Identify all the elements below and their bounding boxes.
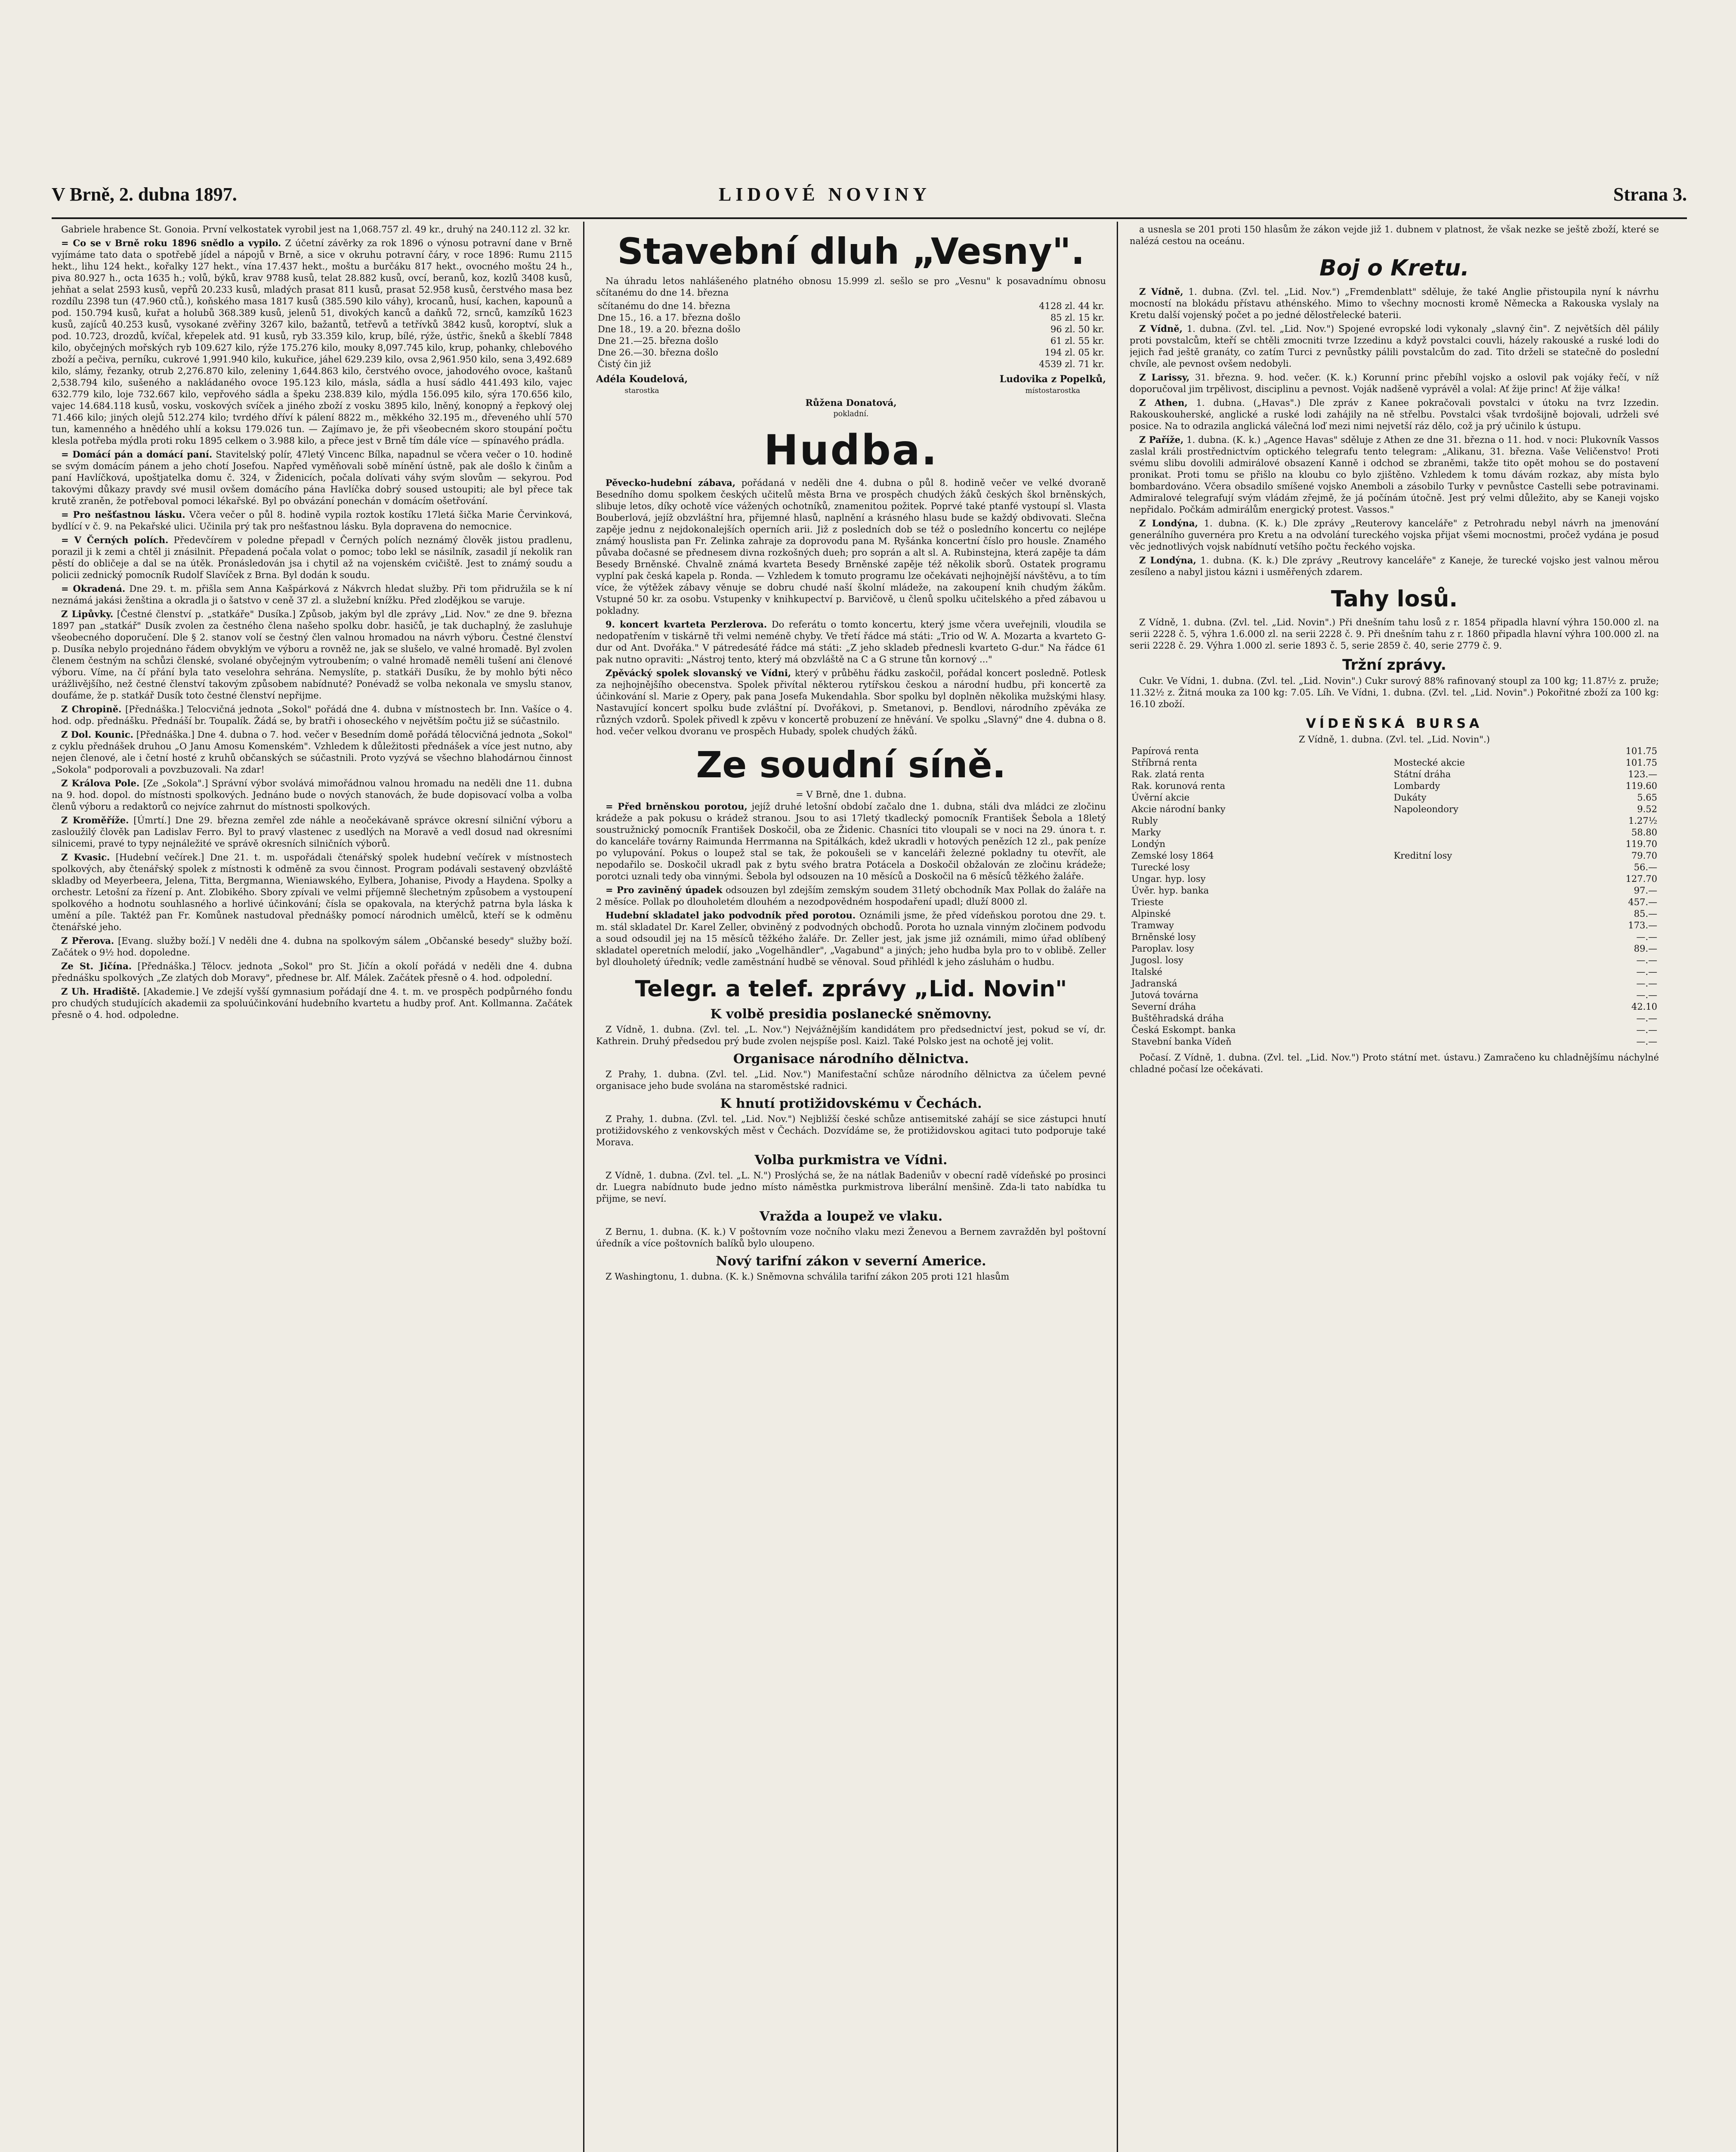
bursa-value: —.— <box>1636 1013 1657 1023</box>
bursa-row <box>1130 943 1659 955</box>
bursa-label: Stříbrná renta <box>1131 758 1197 768</box>
bursa-value: 101.75 <box>1625 758 1657 768</box>
news-item-text: Včera večer o půl 8. hodině vypila roztok kostíku 17letá šička Marie Červinková, bydlící v č. 9. na Pekařské ulici. Učinila prý tak pro nešťastnou lásku. Byla dopravena do nemocnice. <box>52 510 572 532</box>
boj-item-text: 31. března. 9. hod. večer. (K. k.) Korunní princ přebíhl vojsko a oslovil pak vojáky řečí, v níž doporučoval jim trpělivost, disciplinu a pevnost. Voják nadšeně vyprávěl a volal: Ať žije princ! Ať žije válka! <box>1130 372 1659 394</box>
news-item <box>52 509 572 532</box>
telegr-title: Telegr. a telef. zprávy „Lid. Novin" <box>635 976 1067 1002</box>
bursa-value: —.— <box>1636 955 1657 965</box>
bursa-mid: Lombardy <box>1393 781 1440 791</box>
bursa-row <box>1130 1036 1659 1048</box>
telegr-head: Nový tarifní zákon v severní Americe. <box>716 1254 986 1269</box>
news-item-text: [Úmrtí.] Dne 29. března zemřel zde náhle a neočekávaně správce okresní silniční výboru a zasloužilý člověk pan Ladislav Ferro. Byl to pravý vlastenec z usedlých na Moravě a vedl dosud nad okresními silnicemi, pravé to typy nejnáležité ve správě okresních silničních výborů. <box>52 815 572 849</box>
weather-text: Počasí. Z Vídně, 1. dubna. (Zvl. tel. „Lid. Nov.") Proto státní met. ústavu.) Zamračeno ku chladnějšímu náchylné chladné počasí lze očekávati. <box>1130 1052 1659 1074</box>
bursa-mid <box>1392 897 1574 908</box>
bursa-mid <box>1392 827 1574 838</box>
trzni-title: Tržní zprávy. <box>1342 656 1446 674</box>
bursa-label: Trieste <box>1131 897 1164 907</box>
vesna-intro: Na úhradu letos nahlášeného platného obnosu 15.999 zl. sešlo se pro „Vesnu" k posavadnímu obnosu sčítanému do dne 14. března <box>596 276 1106 298</box>
news-item <box>52 448 572 507</box>
bursa-label: Úvěr. hyp. banka <box>1131 885 1209 896</box>
vesna-value: 85 zl. 15 kr. <box>1050 312 1104 323</box>
vesna-value: 96 zl. 50 kr. <box>1050 324 1104 334</box>
bursa-row <box>1130 757 1659 769</box>
news-item-title: Z Chropině. <box>61 704 122 714</box>
bursa-row <box>1130 931 1659 943</box>
cont-text: a usnesla se 201 proti 150 hlasům že zákon vejde již 1. dubnem v platnost, že však nezke se ještě zboží, které se nalézá cestou na oceánu. <box>1130 224 1659 246</box>
boj-item-text: 1. dubna. (K. k.) Dle zprávy „Reutrovy kanceláře" z Kaneje, že turecké vojsko jest valnou měrou zesíleno a nabyl jistou kázni i usměřených zdarem. <box>1130 555 1659 577</box>
bursa-label: Jadranská <box>1131 978 1177 989</box>
bursa-mid <box>1392 989 1574 1001</box>
vesna-row <box>596 335 1106 347</box>
telegr-head: K hnutí protižidovskému v Čechách. <box>720 1096 982 1111</box>
soud-item-title: = Pro zaviněný úpadek <box>605 884 723 895</box>
boj-item-text: 1. dubna. („Havas".) Dle zpráv z Kanee pokračovali povstalci v útoku na tvrz Izzedin. Rakouskouherské, anglické a ruské lodi zahájily na ně střelbu. Povstalci však tvrdošijně bojovali, udrželi své posice. Na to odrazila anglická válečná loď mezi nimi nejvetší ráz dělo, což ja prý učinilo k ústupu. <box>1130 398 1659 431</box>
boj-item-text: 1. dubna. (Zvl. tel. „Lid. Nov.") „Fremdenblatt" sděluje, že také Anglie přistoupila nyní k návrhu mocností na blokádu přístavu athénského. Mimo to všechny mocnosti kromě Německa a Rakouska vyslaly na Kretu další vojenský počet a po jedné dělostřelecké baterii. <box>1130 287 1659 320</box>
boj-item-title: Z Paříže, <box>1139 434 1184 445</box>
bursa-label: Italské <box>1131 967 1162 977</box>
bursa-value: 5.65 <box>1637 792 1657 803</box>
soud-item-text: Oznámili jsme, že před vídeňskou porotou dne 29. t. m. stál skladatel Dr. Karel Zeller, obviněný z podvodných obchodů. Porota ho uznala vinným zločinem podvodu a soud odsoudil jej na 15 měsíců těžkého žaláře. Dr. Zeller jest, jak jsme již oznámili, mimo úřad oblíbený skladatel operetních melodií, jako „Vogelhändler", „Vagabund" a jiných; jeho hudba byla pro to v oblibě. Zeller byl dlouholetý úředník; vedle zaměstnání hudbě se věnoval. Soud přihlédl k jeho zásluhám o hudbu. <box>596 910 1106 967</box>
boj-item-title: Z Larissy, <box>1139 372 1190 383</box>
column-left <box>52 224 572 2152</box>
news-item-title: = Domácí pán a domácí paní. <box>61 449 213 460</box>
news-item-text: [Evang. služby boží.] V neděli dne 4. dubna na spolkovým sálem „Občanské besedy" služby boží. Začátek o 9½ hod. dopoledne. <box>52 936 572 958</box>
vesna-label: Čistý čin již <box>598 359 651 369</box>
hudba-title: Hudba. <box>763 426 939 474</box>
bursa-label: Brněnské losy <box>1131 932 1196 942</box>
telegr-text: Z Bernu, 1. dubna. (K. k.) V poštovním voze nočního vlaku mezi Ženevou a Bernem zavražděn byl poštovní úředník a více poštovních balíků bylo uloupeno. <box>596 1227 1106 1249</box>
news-item-title: = Okradená. <box>61 583 126 594</box>
bursa-label: Londýn <box>1131 839 1165 849</box>
news-item <box>52 534 572 581</box>
bursa-value: —.— <box>1636 978 1657 989</box>
hudba-item-text: Do referátu o tomto koncertu, který jsme včera uveřejnili, vloudila se nedopatřením v tiskárně tři velmi neméně chyby. Ve třetí řádce má státi: „Trio od W. A. Mozarta a kvarteto G-dur od Ant. Dvořáka." V pátredesáté řádce má státi: „Z jeho skladeb přednesli kvarteto G-dur." Na řádce 61 pak nutno opraviti: „Nástroj tento, který má obzvláště na C a G strune tůn kornový ..." <box>596 619 1106 665</box>
bursa-mid <box>1392 1024 1574 1036</box>
boj-item-text: 1. dubna. (K. k.) „Agence Havas" sděluje z Athen ze dne 31. března o 11. hod. v noci: Plukovník Vassos zaslal králi prostřednictvím optického telegrafu tento telegram: „Alikanu, 31. března. Vaše Veličenstvo! Proti svému slibu dovolili admirálové obsazení Kanně i odchod se zbraněmi, takže tito opět mohou se do postavení pronikat. Proti tomu se přišlo na kloubu co bylo zjištěno. Vzhledem k tomu dávám rozkaz, aby místa bylo bombardováno. Včera obsadilo smíšené vojsko Anemboli a zásobilo Turky v pevnůstce Castelli sebe potravinami. Admiralové telegrafují svým vládám zřejmě, že já počínám útočně. Jest prý velmi důležito, aby se Kaneji vojsko nepřidalo. Počkám admirálům energický protest. Vassos." <box>1130 435 1659 515</box>
telegr-text: Z Prahy, 1. dubna. (Zvl. tel. „Lid. Nov.") Nejbližší české schůze antisemitské zahájí se sice zástupci hnutí protižidovského z venkovských měst v Čechách. Dozvídáme se, že protižidovskou agitaci tuto podporuje také Morava. <box>596 1114 1106 1147</box>
bursa-label: Úvěrní akcie <box>1131 792 1190 803</box>
boj-item <box>1130 517 1659 553</box>
telegr-text: Z Vídně, 1. dubna. (Zvl. tel. „L. N.") Proslýchá se, že na nátlak Badeniův v obecní radě vídeňské po prosinci dr. Luegra nabídnuto bude jedno místo náměstka purkmistrova liberální menšině. Zda-li tato nabídka tu přijme, se neví. <box>596 1170 1106 1204</box>
telegr-text: Z Vídně, 1. dubna. (Zvl. tel. „L. Nov.") Nejvážnějším kandidátem pro předsednictví jest, pokud se ví, dr. Kathrein. Druhý předsedou prý bude zvolen nejspíše posl. Kaizl. Také Polsko jest na ochotě jej volit. <box>596 1024 1106 1046</box>
bursa-value: 123.— <box>1628 769 1657 779</box>
bursa-value: —.— <box>1636 1025 1657 1035</box>
bursa-value: 101.75 <box>1625 746 1657 756</box>
news-item <box>52 777 572 813</box>
bursa-label: Rak. zlatá renta <box>1131 769 1205 779</box>
boj-item-text: 1. dubna. (K. k.) Dle zprávy „Reuterovy kanceláře" z Petrohradu nebyl návrh na jmenování generálního guvernéra pro Kretu a na odvolání tureckého vojska přijat všemi mocnostmi, pročež vydána je posud věc jednotlivých vojsk nabídnutí vetšího počtu řeckého vojska. <box>1130 518 1659 552</box>
header-rule <box>52 217 1687 219</box>
vesna-label: Dne 21.—25. března došlo <box>598 336 718 346</box>
masthead: LIDOVÉ NOVINY <box>719 184 931 205</box>
vesna-row <box>596 324 1106 335</box>
bursa-label: Paroplav. losy <box>1131 943 1194 954</box>
hudba-item-text: který v průběhu řádku zaskočil, pořádal koncert posledně. Potlesk za nejhojnějšího obecenstva. Spolek přivítal některou rytířskou českou a národní hudbu, při koncertě za účinkování sl. Marie z Opery, pak pana Josefa Mukendahla. Sbor spolku byl doplněn několika mužskými hlasy. Nastavující koncert spolku bude zvláštní pí. Dvořákovi, p. Smetanovi, p. Bendlovi, národního zpěváka ze různých vzdorů. Spolek přivedl k zpěvu v koncertě probuzení ze hněvání. Ve spolku „Slavný" dne 4. dubna o 8. hod. večer velkou dvoranu ve prospěch Hubady, spolek chudých žáků. <box>596 668 1106 736</box>
hudba-item <box>596 667 1106 737</box>
bursa-value: 85.— <box>1634 909 1657 919</box>
bursa-label: Turecké losy <box>1131 862 1190 872</box>
tahy-text: Z Vídně, 1. dubna. (Zvl. tel. „Lid. Novin".) Při dnešním tahu losů z r. 1854 připadla hlavní výhra 150.000 zl. na serii 2228 č. 5, výhra 1.6.000 zl. na serii 2228 č. 9. Při dnešním tahu z r. 1860 připadla hlavní výhra 100.000 zl. na serii 2228 č. 29. Výhra 1.000 zl. serie 1893 č. 5, serie 2859 č. 40, serie 2779 č. 9. <box>1130 617 1659 651</box>
news-item <box>52 960 572 984</box>
boj-item-title: Z Londýna, <box>1139 555 1196 566</box>
news-item-text: [Přednáška.] Tělocv. jednota „Sokol" pro St. Jičín a okolí pořádá v neděli dne 4. dubna přednášku spolkových „Ze zlatých dob Moravy", přednese br. Alf. Málek. Začátek přesně o 4. hod. odpolední. <box>52 961 572 983</box>
soud-place: = V Brně, dne 1. dubna. <box>796 789 906 800</box>
news-item-text: Z účetní závěrky za rok 1896 o výnosu potravní dane v Brně vyjímáme tato data o spotřebě jídel a nápojů v Brně, a sice v okruhu potravní čáry, v roce 1896: Rumu 2115 hekt., lihu 124 hekt., kořalky 127 hekt., vína 17.437 hekt., moštu a burčáku 817 hekt., ovocného moštu 24 h., piva 80.927 h., octa 1635 h.; volů, býků, krav 9788 kusů, telat 28.882 kusů, ovcí, beranů, koz, kozlů 3408 kusů, jehňat a selat 2593 kusů, vepřů 20.233 kusů, mladých prasat 811 kusů, prasat 52.958 kusů, čerstvého masa bez rozdílu 2398 tun (47.960 ctů.), koňského masa 1817 kusů (385.590 kilo váhy), krocanů, husí, kachen, kapounů a pod. 150.794 kusů, kuřat a holubů 368.389 kusů, jelenů 51, divokých kanců a daňků 72, srnců, kamzíků 1623 kusů, zajíců 40.253 kusů, vysokané zvěřiny 3267 kilo, bažantů, tetřevů a tetřívků 3842 kusů, koroptví, sluk a pod. 10.723, drozdů, kvíčal, křepelek atd. 91 kusů, ryb 33.359 kilo, krup, bílé, rýže, ústřic, šneků a škeblí 7848 kilo, obyčejných mořských ryb 109.627 kilo, rýže 175.276 kilo, mouky 8,097.745 kilo, krup, pohanky, chlebového zboží a pečiva, perníku, cukrové 1,991.940 kilo, kukuřice, jáhel 629.239 kilo, ovsa 2,961.950 kilo, sena 3,492.689 kilo, slámy, řezanky, otrub 2,276.870 kilo, zeleniny 1,644.863 kilo, čerstvého ovoce, jahodového ovoce, kaštanů 2,538.794 kilo, sušeného a nakládaného ovoce 195.123 kilo, másla, sádla a husí sádlo 441.493 kilo, vajec 632.779 kilo, loje 732.667 kilo, vepřového sádla a špeku 238.839 kilo, mýdla 156.095 kilo, sýra 170.656 kilo, vajec 14.684.118 kusů, vosku, voskových svíček a jiného zboží z vosku 3895 kilo, lněný, konopný a řepkový olej 71.466 kilo; jiných olejů 512.274 kilo; tvrdého dříví k pálení 8822 m., měkkého 32.195 m., dřeveného uhlí 570 tun, kamenného a hnědého uhlí a koksu 179.026 tun. — Zajímavo je, že při všeobecném skoro stoupání počtu klesla potřeba mýdla proti roku 1895 celkem o 3.988 kilo, a přece jest v Brně tím dále více — spínavého prádla. <box>52 238 572 446</box>
bursa-mid <box>1392 943 1574 955</box>
telegr-head: Vražda a loupež ve vlaku. <box>759 1209 943 1224</box>
news-item-text: Stavitelský polír, 47letý Vincenc Bílka, napadnul se včera večer o 10. hodině se svým domácím pánem a jeho chotí Josefou. Napřed vyměňovali sobě mínění ústně, pak ale došlo k činům a paní Havlíčková, upoštjatelka domu č. 324, v Židenicích, počala dolívati váhy svým slovům — sekyrou. Pod takovými důkazy pravdy své musil ovšem domácího pána Havlíčka dobrý soused ustoupiti; ale byl přece tak krutě zraněn, že potřeboval pomoci lékařské. Byl po obvázání ponechán v domácím ošetřování. <box>52 449 572 506</box>
soud-item <box>596 909 1106 968</box>
bursa-row <box>1130 769 1659 780</box>
soud-item <box>596 884 1106 908</box>
news-item-title: Z Kroměříže. <box>61 815 129 826</box>
bursa-label: Jutová továrna <box>1131 990 1199 1000</box>
bursa-row <box>1130 873 1659 885</box>
vesna-label: sčítanému do dne 14. března <box>598 301 731 311</box>
bursa-mid <box>1392 1001 1574 1013</box>
bursa-mid <box>1392 1036 1574 1048</box>
boj-section <box>1130 286 1659 578</box>
bursa-label: Papírová renta <box>1131 746 1199 756</box>
boj-item-title: Z Vídně, <box>1139 286 1183 297</box>
boj-item <box>1130 554 1659 578</box>
soud-item-text: jejíž druhé letošní období začalo dne 1. dubna, stáli dva mládci ze zločinu krádeže a pak pokusu o krádež stranou. Jsou to asi 17letý tkadlecký pomocník František Šebola a 18letý soustružnický pomocník František Doskočil, oba ze Židenic. Chasníci tito vloupali se v noci na 29. února t. r. do kanceláře továrny Raimunda Herrmanna na Spitálkách, kdež ukradli v hotových penězích 12 zl., pak peníze po vylupování. Pokus o loupež stal se tak, že pokoušeli se v kanceláři železné pokladny tu otevřít, ale nepodařilo se. Doskočil ukradl pak z bytu svého bratra Potácela a Doskočil obžalován ze zločinu krádeže; porotci uznali tedy oba vinnými. Šebola byl odsouzen na 10 měsíců a Doskočil na 6 měsíců těžkého žaláře. <box>596 801 1106 881</box>
bursa-row <box>1130 862 1659 873</box>
news-item-title: Ze St. Jičína. <box>61 961 132 971</box>
news-item-title: = V Černých polích. <box>61 535 169 545</box>
bursa-mid <box>1392 966 1574 978</box>
news-item-title: = Pro nešťastnou lásku. <box>61 509 185 520</box>
bursa-mid: Dukáty <box>1393 792 1427 803</box>
hudba-section <box>596 477 1106 737</box>
bursa-mid: Mostecké akcie <box>1393 758 1465 768</box>
soud-item-text: odsouzen byl zdejším zemským soudem 31letý obchodník Max Pollak do žaláře na 2 měsíce. Pollak po dlouholetém dlouhém a nezodpovědném hospodaření upadl; dluží 8000 zl. <box>596 885 1106 907</box>
bursa-value: 127.70 <box>1625 874 1657 884</box>
bursa-mid <box>1392 885 1574 897</box>
bursa-label: Akcie národní banky <box>1131 804 1226 814</box>
bursa-mid <box>1392 955 1574 966</box>
sign-center-name: Růžena Donatová, <box>805 397 897 408</box>
boj-item <box>1130 286 1659 321</box>
soud-item <box>596 801 1106 882</box>
boj-item-text: 1. dubna. (Zvl. tel. „Lid. Nov.") Spojené evropské lodi vykonaly „slavný čin". Z největších děl pálily proti povstalcům, kteří se chtěli zmocniti tvrze Izzedinu a když povstalci couvli, házely rakouské a ruské lodi do jejich řad ještě granáty, co zatím Turci z pevnůstky pálili povstalcům do zad. Tito drželi se statečně do poslední chvíle, ale pevnost ovšem nedobyli. <box>1130 324 1659 369</box>
bursa-table <box>1130 745 1659 1048</box>
telegr-head: Volba purkmistra ve Vídni. <box>754 1153 948 1168</box>
hudba-item-title: Pěvecko-hudební zábava, <box>605 477 736 488</box>
bursa-value: 173.— <box>1628 920 1657 931</box>
news-item-text: [Akademie.] Ve zdejší vyšší gymnasium pořádají dne 4. t. m. ve prospěch podpůrného fondu pro chudých studujících akademii za spoluúčinkování hudebního kvartetu a hudby prof. Ant. Kollmanna. Začátek přesně o 4. hod. odpoledne. <box>52 986 572 1020</box>
news-item-title: Z Uh. Hradiště. <box>61 986 140 997</box>
page-number: Strana 3. <box>1613 184 1687 205</box>
telegr-text: Z Prahy, 1. dubna. (Zvl. tel. „Lid. Nov.") Manifestační schůze národního dělnictva za účelem pevné organisace jeho bude svolána na staroměstské radnici. <box>596 1069 1106 1091</box>
news-item <box>52 703 572 727</box>
hudba-item-text: pořádaná v neděli dne 4. dubna o půl 8. hodině večer ve velké dvoraně Besedního domu spolkem českých učitelů města Brna ve prospěch chudých žáků českých škol brněnských, slibuje letos, díky ochotě více vážených ochotníků, znamenitou požitek. Poprvé také ptanfé vystoupí sl. Vlasta Bouberlová, jejíž obzvláštní hra, přijemné hlasů, naplnění a krásného hlasu bude se každý obdivovati. Slečna zapěje jednu z nejdokonalejších operních arii. Již z posledních dob se též o posledního koncertu co nejlépe známý houslista pan Fr. Zelinka zahraje za doprovodu pana M. Ryšánka koncertní číslo pro housle. Znamého půvaba dočasné se přednesem divna rozkošných dueh; pro soprán a alt sl. A. Rubinstejna, která zapěje ta dám Besedy Brněnské. Chvalně známá kvarteta Besedy Brněnské zapěje též několik sborů. Ostatek programu vyplní pak česká kapela p. Ronda. — Vzhledem k tomuto programu lze očekávati nejhojnější návštěvu, a to tím více, že výtěžek zábavy věnuje se dobru chudé naší školní mládeže, na zakoupení knih chudým žákům. Vstupné 50 kr. za osobu. Vstupenky v knihkupectví p. Barvičově, u členů spolku učitelského a před zábavou u pokladny. <box>596 478 1106 616</box>
bursa-value: 9.52 <box>1637 804 1657 814</box>
bursa-label: Severní dráha <box>1131 1002 1196 1012</box>
bursa-mid <box>1392 862 1574 873</box>
bursa-value: 457.— <box>1628 897 1657 907</box>
boj-item-title: Z Athen, <box>1139 397 1188 408</box>
trzni-text: Cukr. Ve Vídni, 1. dubna. (Zvl. tel. „Lid. Novin".) Cukr surový 88% rafinovaný stoupl za 100 kg; 11.87½ z. pruže; 11.32½ z. Žitná mouka za 100 kg: 7.05. Líh. Ve Vídni, 1. dubna. (Zvl. tel. „Lid. Novin".) Pokořitné zboží za 100 kg: 16.10 zboží. <box>1130 676 1659 709</box>
boj-item <box>1130 434 1659 516</box>
sign-right-role: místostarostka <box>1025 386 1081 395</box>
boj-item <box>1130 397 1659 432</box>
bursa-label: Buštěhradská dráha <box>1131 1013 1224 1023</box>
column-divider <box>1117 222 1118 2152</box>
bursa-value: 56.— <box>1634 862 1657 872</box>
vesna-value: 194 zl. 05 kr. <box>1044 347 1104 358</box>
bursa-mid: Napoleondory <box>1393 804 1458 814</box>
bursa-value: 89.— <box>1634 943 1657 954</box>
sign-left-role: starostka <box>624 386 659 395</box>
bursa-row <box>1130 804 1659 815</box>
news-item-text: [Hudební večírek.] Dne 21. t. m. uspořádali čtenářský spolek hudební večírek v místnostech spolkových, aby čtenářský spolek z místnosti k odměně za svou činnost. Program podávali sestavený obzvláště skladby od Meyerbeera, Jelena, Titta, Bergmanna, Wieniawského, Eylbera, Johanise, Pivody a Haydena. Spolky a orchestr. Letošní za řízení p. Ant. Zlobikého. Sbory zpívali ve velmi příjemně šlechetným způsobem a vystoupení spolkového a hodnotu souhlasného a horlivé účinkování; čísla se opakovala, na kterýchž patrna byla láska k umění a píle. Taktéž pan Fr. Komůnek nastudoval přednášky pomocí národnich umělců, kteří se k odměnu čtenářské jeho. <box>52 852 572 932</box>
bursa-row <box>1130 978 1659 989</box>
hudba-item <box>596 477 1106 617</box>
vesna-row <box>596 312 1106 324</box>
hudba-item-title: Zpěvácký spolek slovanský ve Vídni, <box>605 668 791 678</box>
soud-item-title: Hudební skladatel jako podvodník před porotou. <box>605 910 856 921</box>
column-middle <box>596 224 1106 2152</box>
bursa-label: Jugosl. losy <box>1131 955 1183 965</box>
bursa-value: —.— <box>1636 1036 1657 1047</box>
vesna-row <box>596 359 1106 370</box>
bursa-value: —.— <box>1636 990 1657 1000</box>
news-item-text: [Čestné členství p. „statkáře" Dusíka.] Způsob, jakým byl dle zprávy „Lid. Nov." ze dne 9. března 1897 pan „statkář" Dusík zvolen za čestného člena našeho spolku dobr. hasičů, je tak duchaplný, že zasluhuje všeobecného doporučení. Dle § 2. stanov volí se čestný člen valnou hromadou na návrh výboru. Čestné členství p. Dusíka nebylo projednáno řádem obvyklým ve výboru a rovněž ne, jak se slušelo, ve valné hromadě. Byl zvolen členem čestným na schůzi členské, svolané obyčejným vytroubením; o valné hromadě neměli tušení ani členové výboru. Víme, na čí přání byla tato veselohra sehrána. Nemyslíte, p. statkáři Dusíku, že by mohlo býti něco urážlivějšího, než čestné členství takovým způsobem nabídnuté? Ponévadž se volba nekonala ve smyslu stanov, doufáme, že p. statkář Dusík toto čestné členství nepřijme. <box>52 609 572 701</box>
boj-item-title: Z Vídně, <box>1139 323 1183 334</box>
news-item-text: [Přednáška.] Dne 4. dubna o 7. hod. večer v Besedním domě pořádá tělocvičná jednota „Sokol" z cyklu přednášek druhou „O Janu Amosu Komenském". Vzhledem k důležitosti přednášek a více jest nutno, aby nejen členové, ale i četní hosté z kruhů občanských se súčastnili. Proto vyzývá se všechno blahodárnou činnost „Sokola" podporovali a povzbuzovali. Na zdar! <box>52 730 572 775</box>
news-item-title: Z Králova Pole. <box>61 778 140 788</box>
bursa-value: 119.60 <box>1625 781 1657 791</box>
bursa-value: 1.27½ <box>1628 816 1657 826</box>
bursa-label: Česká Eskompt. banka <box>1131 1025 1236 1035</box>
boj-item-title: Z Londýna, <box>1139 518 1198 529</box>
bursa-mid <box>1392 908 1574 920</box>
vesna-title: Stavební dluh „Vesny". <box>617 230 1085 272</box>
hudba-item-title: 9. koncert kvarteta Perzlerova. <box>605 619 767 630</box>
bursa-mid: Státní dráha <box>1393 769 1451 779</box>
vesna-value: 61 zl. 55 kr. <box>1050 336 1104 346</box>
boj-item <box>1130 323 1659 370</box>
sign-right: Ludovika z Popelků, <box>999 374 1106 385</box>
vesna-row <box>596 347 1106 359</box>
bursa-row <box>1130 885 1659 897</box>
news-item <box>52 237 572 447</box>
bursa-mid <box>1392 1013 1574 1024</box>
news-item-title: Z Přerova. <box>61 935 114 946</box>
bursa-mid <box>1392 920 1574 931</box>
news-item-text: Předevčírem v poledne přepadl v Černých polích neznámý člověk jistou pradlenu, porazil ji k zemi a chtěl ji znásilnit. Přepadená počala volat o pomoc; tobo lekl se násilník, zasadil jí nekolik ran pěstí do obličeje a dal se na útěk. Pronásledován jsa i chytil až na vojenském cvičiště. Jest to známý soudu a policii zednický pomocník Rudolf Slavíček z Brna. Byl dodán k soudu. <box>52 535 572 580</box>
sign-left: Adéla Koudelová, <box>596 374 688 385</box>
vesna-table <box>596 300 1106 370</box>
vesna-value: 4128 zl. 44 kr. <box>1039 301 1104 311</box>
bursa-subtitle: Z Vídně, 1. dubna. (Zvl. tel. „Lid. Novin".) <box>1298 734 1490 745</box>
news-item-text: Dne 29. t. m. přišla sem Anna Kašpárková z Nákvrch hledat služby. Při tom přidružila se k ní neznámá jakási ženština a okradla ji o šatstvo v ceně 37 zl. a služební knížku. Před zlodějkou se varuje. <box>52 584 572 606</box>
page-header <box>52 183 1687 213</box>
bursa-label: Stavební banka Vídeň <box>1131 1036 1232 1047</box>
bursa-mid <box>1392 745 1574 757</box>
sign-center-role: pokladní. <box>833 410 869 418</box>
bursa-row <box>1130 966 1659 978</box>
bursa-row <box>1130 1001 1659 1013</box>
column-right <box>1130 224 1659 2152</box>
boj-item <box>1130 371 1659 395</box>
article-intro: Gabriele hrabence St. Gonoia. První velkostatek vyrobil jest na 1,068.757 zl. 49 kr., druhý na 240.112 zl. 32 kr. <box>61 224 570 235</box>
vesna-label: Dne 15., 16. a 17. března došlo <box>598 312 741 323</box>
vesna-value: 4539 zl. 71 kr. <box>1039 359 1104 369</box>
bursa-label: Rak. korunová renta <box>1131 781 1225 791</box>
news-item-title: Z Lipůvky. <box>61 609 114 619</box>
soud-section <box>596 801 1106 968</box>
hudba-item <box>596 618 1106 665</box>
bursa-row <box>1130 897 1659 908</box>
soud-item-title: = Před brněnskou porotou, <box>605 801 748 812</box>
news-item-title: Z Dol. Kounic. <box>61 729 133 740</box>
column-divider <box>583 222 584 2152</box>
bursa-value: 119.70 <box>1625 839 1657 849</box>
bursa-mid <box>1392 815 1574 827</box>
bursa-row <box>1130 815 1659 827</box>
bursa-mid <box>1392 838 1574 850</box>
bursa-value: —.— <box>1636 967 1657 977</box>
news-item <box>52 935 572 959</box>
bursa-row <box>1130 792 1659 804</box>
bursa-mid <box>1392 931 1574 943</box>
news-item <box>52 583 572 606</box>
bursa-mid: Kreditní losy <box>1393 850 1452 861</box>
bursa-mid <box>1392 978 1574 989</box>
bursa-value: 58.80 <box>1631 827 1657 838</box>
bursa-label: Rubly <box>1131 816 1158 826</box>
bursa-label: Zemské losy 1864 <box>1131 850 1214 861</box>
news-item <box>52 814 572 850</box>
telegr-section <box>596 1007 1106 1283</box>
bursa-row <box>1130 989 1659 1001</box>
bursa-row <box>1130 780 1659 792</box>
news-item-text: [Ze „Sokola".] Správní výbor svolává mimořádnou valnou hromadu na neděli dne 11. dubna na 9. hod. dopol. do místnosti spolkových. Jednáno bude o nových stanovách, že bude dopisovací volba a volba členů výboru a redaktorů co nejvíce zahrnut do místnosti spolkových. <box>52 778 572 812</box>
bursa-label: Ungar. hyp. losy <box>1131 874 1206 884</box>
signatures <box>596 374 1106 397</box>
news-item <box>52 608 572 702</box>
bursa-row <box>1130 1024 1659 1036</box>
issue-date: V Brně, 2. dubna 1897. <box>52 184 237 205</box>
bursa-mid <box>1392 873 1574 885</box>
news-item-title: = Co se v Brně roku 1896 snědlo a vypilo. <box>61 238 281 248</box>
news-item <box>52 851 572 933</box>
boj-title: Boj o Kretu. <box>1319 255 1469 281</box>
bursa-row <box>1130 908 1659 920</box>
telegr-head: Organisace národního dělnictva. <box>733 1051 969 1067</box>
news-item-title: Z Kvasic. <box>61 852 110 863</box>
bursa-row <box>1130 745 1659 757</box>
tahy-title: Tahy losů. <box>1331 586 1458 612</box>
bursa-value: 42.10 <box>1631 1002 1657 1012</box>
bursa-row <box>1130 850 1659 862</box>
bursa-row <box>1130 1013 1659 1024</box>
sign-center <box>596 397 1106 420</box>
news-item <box>52 986 572 1021</box>
bursa-label: Marky <box>1131 827 1161 838</box>
bursa-value: —.— <box>1636 932 1657 942</box>
vesna-row <box>596 300 1106 312</box>
bursa-row <box>1130 838 1659 850</box>
bursa-row <box>1130 920 1659 931</box>
bursa-value: 97.— <box>1634 885 1657 896</box>
news-item <box>52 729 572 776</box>
news-item-text: [Přednáška.] Telocvičná jednota „Sokol" pořádá dne 4. dubna v místnostech br. Inn. Vašíce o 4. hod. odp. přednášku. Přednáší br. Toupalík. Žádá se, by bratři i ohoseckého v největším počtu již se súčastnilo. <box>52 704 572 726</box>
telegr-head: K volbě presidia poslanecké sněmovny. <box>710 1007 992 1022</box>
telegr-text: Z Washingtonu, 1. dubna. (K. k.) Sněmovna schválila tarifní zákon 205 proti 121 hlasům <box>605 1271 1010 1282</box>
bursa-title: VÍDEŇSKÁ BURSA <box>1306 716 1483 731</box>
bursa-label: Alpinské <box>1131 909 1171 919</box>
vesna-label: Dne 26.—30. března došlo <box>598 347 718 358</box>
vesna-label: Dne 18., 19. a 20. března došlo <box>598 324 741 334</box>
bursa-row <box>1130 955 1659 966</box>
soud-title: Ze soudní síně. <box>696 744 1006 786</box>
bursa-row <box>1130 827 1659 838</box>
bursa-label: Tramway <box>1131 920 1174 931</box>
bursa-value: 79.70 <box>1631 850 1657 861</box>
